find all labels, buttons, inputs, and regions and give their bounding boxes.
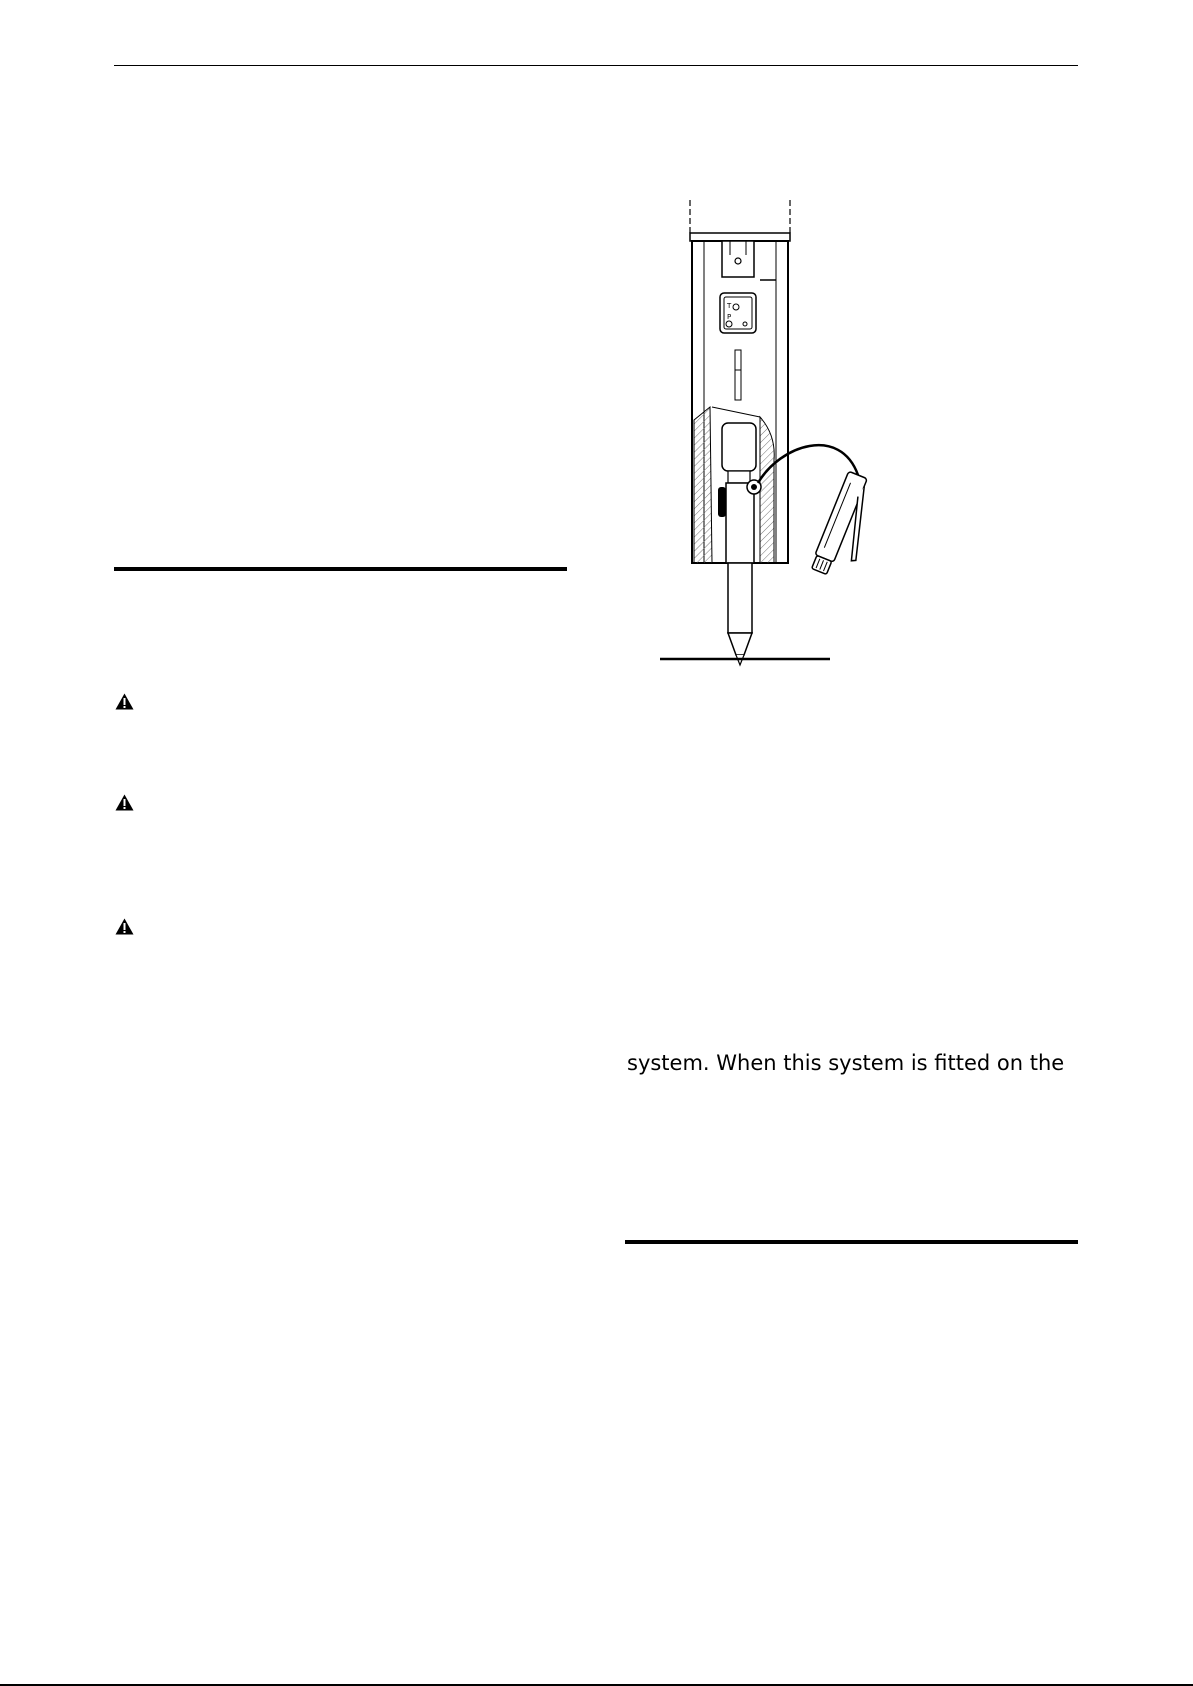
warning-icon [115,918,134,935]
port-t-label: T [727,302,732,310]
port-p-label: P [727,313,732,321]
section-rule-right [625,1240,1078,1244]
warning-icon [115,794,134,811]
section-rule-left [114,567,567,571]
header-rule [114,65,1078,66]
breaker-illustration [640,195,940,695]
body-text-fragment: system. When this system is fitted on the [627,1051,1065,1075]
warning-icon [115,693,134,710]
